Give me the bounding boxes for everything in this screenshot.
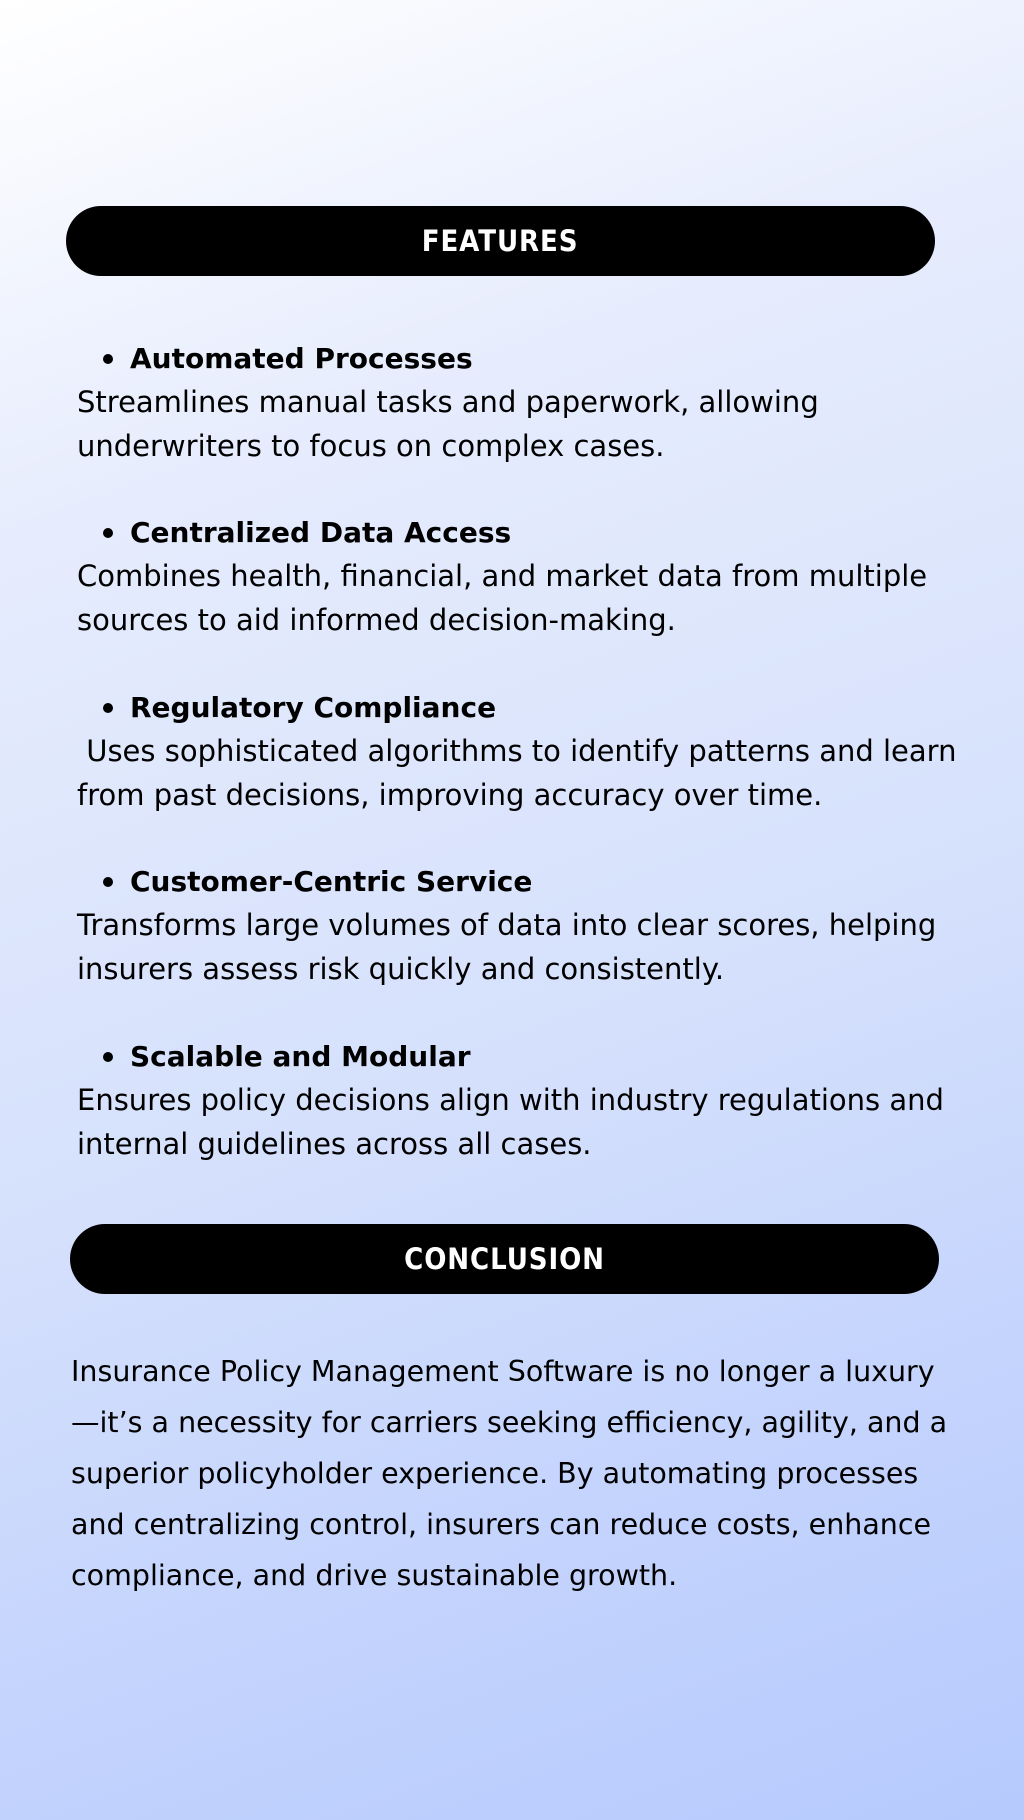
bullet-icon bbox=[103, 1052, 113, 1062]
feature-description: Combines health, financial, and market data from multiple sources to aid informed decision-making. bbox=[77, 559, 937, 637]
features-heading: FEATURES bbox=[422, 224, 579, 258]
features-heading-banner bbox=[66, 206, 935, 276]
bullet-icon bbox=[103, 877, 113, 887]
feature-title: Scalable and Modular bbox=[130, 1040, 471, 1073]
conclusion-heading-banner bbox=[70, 1224, 939, 1294]
feature-item-automated-processes bbox=[77, 339, 957, 468]
feature-description: Transforms large volumes of data into clear scores, helping insurers assess risk quickly and consistently. bbox=[77, 908, 946, 986]
feature-description: Ensures policy decisions align with industry regulations and internal guidelines across all cases. bbox=[77, 1083, 954, 1161]
feature-item-customer-centric-service bbox=[77, 862, 957, 991]
conclusion-heading: CONCLUSION bbox=[404, 1242, 605, 1276]
bullet-icon bbox=[103, 703, 113, 713]
feature-description: Uses sophisticated algorithms to identify patterns and learn from past decisions, improving accuracy over time. bbox=[77, 734, 966, 812]
feature-title: Regulatory Compliance bbox=[130, 691, 497, 724]
bullet-icon bbox=[103, 354, 113, 364]
feature-title: Customer-Centric Service bbox=[130, 865, 533, 898]
feature-title: Automated Processes bbox=[130, 342, 473, 375]
feature-title: Centralized Data Access bbox=[130, 516, 512, 549]
bullet-icon bbox=[103, 528, 113, 538]
feature-item-scalable-and-modular bbox=[77, 1037, 957, 1166]
feature-item-centralized-data-access bbox=[77, 513, 957, 642]
conclusion-paragraph: Insurance Policy Management Software is no longer a luxury—it’s a necessity for carriers seeking efficiency, agility, and a superior policyholder experience. By automating processes and centralizing control, insurers can reduce costs, enhance compliance, and drive sustainable growth. bbox=[71, 1355, 948, 1592]
feature-description: Streamlines manual tasks and paperwork, allowing underwriters to focus on complex cases. bbox=[77, 385, 828, 463]
feature-item-regulatory-compliance bbox=[77, 688, 966, 817]
